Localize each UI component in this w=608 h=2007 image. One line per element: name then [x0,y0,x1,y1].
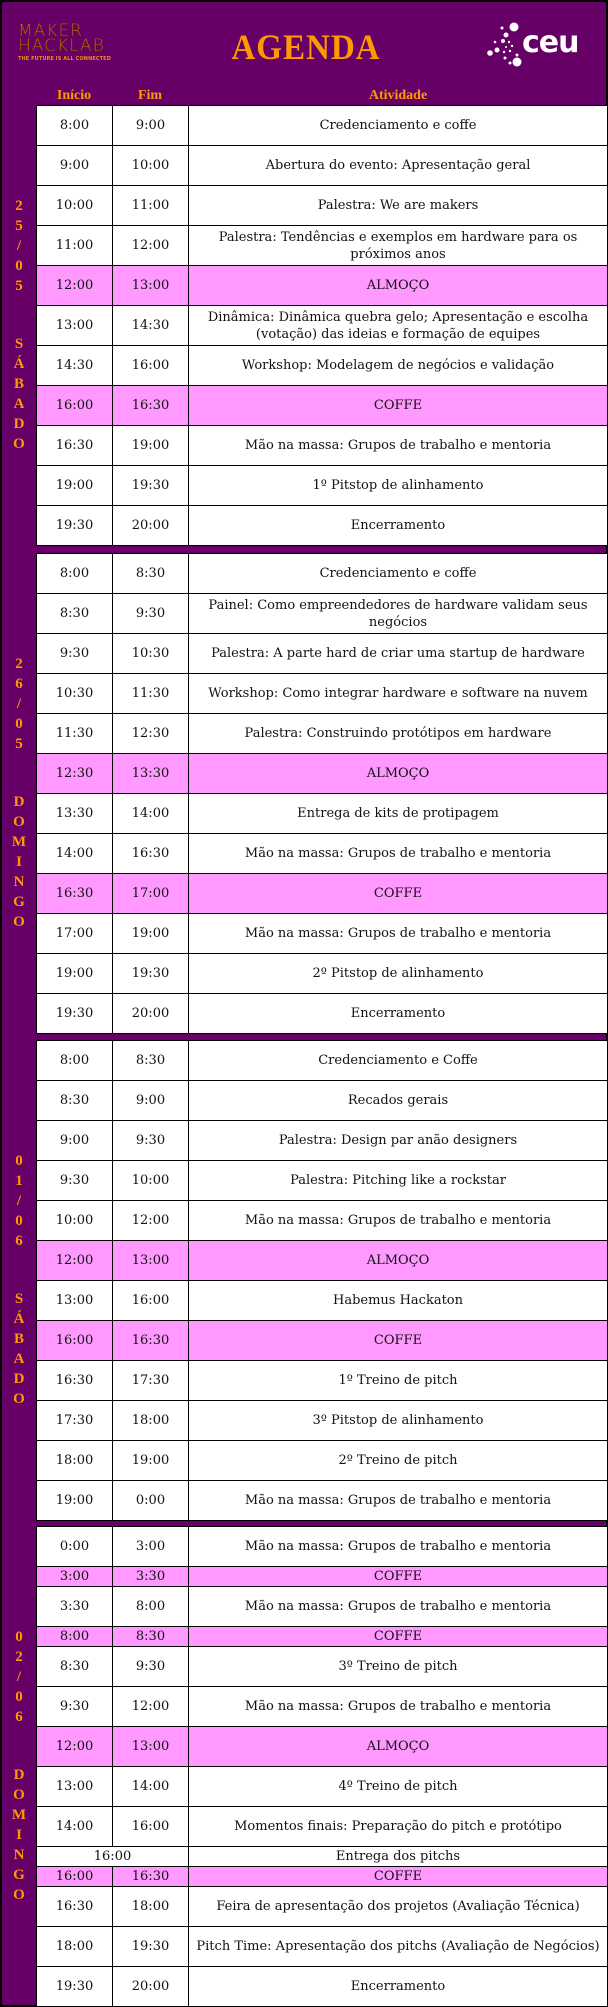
time-cell: 16:00 [37,1847,189,1867]
day-weekday [13,334,25,454]
activity-cell: COFFE [189,874,608,914]
weekday-char: G [13,1867,25,1883]
date-char: 5 [15,278,23,294]
activity-cell: Palestra: Pitching like a rockstar [189,1161,608,1201]
weekday-char: B [13,376,24,392]
activity-cell: 3º Pitstop de alinhamento [189,1401,608,1441]
weekday-char: O [13,1787,25,1803]
table-row [37,1041,608,1081]
table-row [37,714,608,754]
start-time-cell: 3:30 [37,1587,113,1627]
activity-cell: Abertura do evento: Apresentação geral [189,146,608,186]
date-char: 0 [15,1689,23,1705]
end-time-cell: 9:30 [113,594,189,634]
end-time-cell: 17:00 [113,874,189,914]
end-time-cell: 9:00 [113,106,189,146]
start-time-cell: 16:30 [37,426,113,466]
start-time-cell: 13:00 [37,1281,113,1321]
date-char: 2 [15,198,23,214]
start-time-cell: 16:30 [37,1887,113,1927]
date-char: 0 [15,716,23,732]
day-weekday [12,1765,26,1905]
start-time-cell: 10:00 [37,186,113,226]
activity-cell: COFFE [189,1627,608,1647]
end-time-cell: 19:00 [113,1441,189,1481]
weekday-char: O [13,1887,25,1903]
break-row [37,1727,608,1767]
activity-cell: COFFE [189,1321,608,1361]
end-time-cell: 14:30 [113,306,189,346]
activity-cell: 1º Treino de pitch [189,1361,608,1401]
activity-cell: Encerramento [189,506,608,546]
start-time-cell: 8:30 [37,594,113,634]
column-headers [36,88,608,106]
table-row [37,1647,608,1687]
date-char: 0 [15,1213,23,1229]
activity-cell: Pitch Time: Apresentação dos pitchs (Avaliação de Negócios) [189,1927,608,1967]
end-time-cell: 13:30 [113,754,189,794]
day-label [2,105,36,545]
end-time-cell: 16:30 [113,834,189,874]
table-row [37,1481,608,1521]
activity-cell: Entrega dos pitchs [189,1847,608,1867]
activity-cell: COFFE [189,1867,608,1887]
start-time-cell: 12:00 [37,1241,113,1281]
start-time-cell: 18:00 [37,1927,113,1967]
activity-cell: COFFE [189,1567,608,1587]
table-row [37,1587,608,1627]
date-char: 1 [15,1173,23,1189]
start-time-cell: 16:30 [37,874,113,914]
weekday-char: A [13,1351,25,1367]
start-time-cell: 11:00 [37,226,113,266]
break-row [37,1567,608,1587]
table-row [37,634,608,674]
end-time-cell: 10:00 [113,146,189,186]
start-time-cell: 8:00 [37,1627,113,1647]
start-time-cell: 16:00 [37,1867,113,1887]
activity-cell: Dinâmica: Dinâmica quebra gelo; Apresentação e escolha (votação) das ideias e formação de equipes [189,306,608,346]
table-row [37,1081,608,1121]
activity-cell: 4º Treino de pitch [189,1767,608,1807]
activity-cell: Credenciamento e Coffe [189,1041,608,1081]
weekday-char: D [13,1767,25,1783]
start-time-cell: 12:00 [37,1727,113,1767]
start-time-cell: 19:00 [37,954,113,994]
start-time-cell: 9:00 [37,146,113,186]
column-header-start: Início [56,88,92,103]
start-time-cell: 13:00 [37,1767,113,1807]
date-char: 0 [15,258,23,274]
end-time-cell: 8:30 [113,554,189,594]
table-row [37,1927,608,1967]
end-time-cell: 0:00 [113,1481,189,1521]
table-row [37,1527,608,1567]
date-char: 6 [15,1233,23,1249]
activity-cell: ALMOÇO [189,1727,608,1767]
table-row [37,1121,608,1161]
break-row [37,1627,608,1647]
weekday-char: D [13,416,25,432]
activity-cell: Credenciamento e coffe [189,554,608,594]
activity-cell: Mão na massa: Grupos de trabalho e mentoria [189,1481,608,1521]
end-time-cell: 16:00 [113,1281,189,1321]
start-time-cell: 13:30 [37,794,113,834]
start-time-cell: 11:30 [37,714,113,754]
table-row [37,506,608,546]
end-time-cell: 19:00 [113,914,189,954]
start-time-cell: 0:00 [37,1527,113,1567]
table-row [37,1201,608,1241]
end-time-cell: 11:30 [113,674,189,714]
activity-cell: Mão na massa: Grupos de trabalho e mentoria [189,834,608,874]
activity-cell: Palestra: Construindo protótipos em hardware [189,714,608,754]
end-time-cell: 14:00 [113,794,189,834]
start-time-cell: 14:30 [37,346,113,386]
end-time-cell: 12:00 [113,1687,189,1727]
weekday-char: B [13,1331,24,1347]
start-time-cell: 9:30 [37,634,113,674]
day-date [15,654,23,754]
end-time-cell: 16:30 [113,1867,189,1887]
end-time-cell: 13:00 [113,1241,189,1281]
start-time-cell: 16:30 [37,1361,113,1401]
end-time-cell: 14:00 [113,1767,189,1807]
table-row [37,1161,608,1201]
end-time-cell: 20:00 [113,506,189,546]
activity-cell: ALMOÇO [189,1241,608,1281]
end-time-cell: 8:30 [113,1627,189,1647]
activity-cell: Painel: Como empreendedores de hardware validam seus negócios [189,594,608,634]
date-char: 6 [15,1709,23,1725]
start-time-cell: 18:00 [37,1441,113,1481]
table-row [37,1687,608,1727]
weekday-char: D [13,794,25,810]
break-row [37,1241,608,1281]
weekday-char: O [13,914,25,930]
activity-cell: 3º Treino de pitch [189,1647,608,1687]
table-row [37,1887,608,1927]
start-time-cell: 14:00 [37,1807,113,1847]
date-char: 2 [15,1649,23,1665]
table-row [37,466,608,506]
weekday-char: O [13,436,25,452]
table-row [37,1847,608,1867]
table-row [37,1807,608,1847]
day-label [2,1040,36,1520]
date-char: 5 [15,736,23,752]
weekday-char: M [11,1807,27,1823]
activity-cell: Feira de apresentação dos projetos (Avaliação Técnica) [189,1887,608,1927]
end-time-cell: 13:00 [113,1727,189,1767]
end-time-cell: 9:30 [113,1121,189,1161]
activity-cell: Mão na massa: Grupos de trabalho e mentoria [189,1527,608,1567]
weekday-char: O [13,1391,25,1407]
end-time-cell: 16:30 [113,386,189,426]
schedule-table [36,1040,608,1521]
dots-burst-icon [486,22,526,68]
table-row [37,1441,608,1481]
schedule-table [36,1526,608,2007]
table-row [37,594,608,634]
logo-line-2: HACKLAB [18,36,105,56]
activity-cell: ALMOÇO [189,266,608,306]
table-row [37,1401,608,1441]
start-time-cell: 8:00 [37,106,113,146]
break-row [37,874,608,914]
table-row [37,1361,608,1401]
date-char: 0 [15,1153,23,1169]
table-row [37,1967,608,2007]
table-row [37,346,608,386]
activity-cell: Entrega de kits de protipagem [189,794,608,834]
activity-cell: 2º Treino de pitch [189,1441,608,1481]
weekday-char: S [14,336,24,352]
day-date [15,1151,23,1251]
start-time-cell: 8:30 [37,1647,113,1687]
end-time-cell: 19:30 [113,1927,189,1967]
weekday-char: N [13,874,25,890]
schedule-table [36,105,608,546]
start-time-cell: 14:00 [37,834,113,874]
weekday-char: D [13,1371,25,1387]
schedule-table [36,553,608,1034]
start-time-cell: 19:30 [37,1967,113,2007]
break-row [37,386,608,426]
end-time-cell: 18:00 [113,1401,189,1441]
end-time-cell: 13:00 [113,266,189,306]
activity-cell: Recados gerais [189,1081,608,1121]
activity-cell: Momentos finais: Preparação do pitch e protótipo [189,1807,608,1847]
date-char: 0 [15,1629,23,1645]
end-time-cell: 12:00 [113,1201,189,1241]
end-time-cell: 20:00 [113,1967,189,2007]
start-time-cell: 13:00 [37,306,113,346]
table-row [37,914,608,954]
day-label [2,553,36,1033]
start-time-cell: 9:30 [37,1161,113,1201]
table-row [37,146,608,186]
table-row [37,554,608,594]
activity-cell: 1º Pitstop de alinhamento [189,466,608,506]
start-time-cell: 8:00 [37,1041,113,1081]
start-time-cell: 10:30 [37,674,113,714]
table-row [37,994,608,1034]
activity-cell: Workshop: Modelagem de negócios e validação [189,346,608,386]
start-time-cell: 12:00 [37,266,113,306]
start-time-cell: 9:00 [37,1121,113,1161]
date-char: 6 [15,676,23,692]
activity-cell: Workshop: Como integrar hardware e software na nuvem [189,674,608,714]
logo-line-1: MAKER [18,21,83,41]
date-char: / [16,696,22,712]
table-row [37,954,608,994]
end-time-cell: 16:30 [113,1321,189,1361]
weekday-char: I [16,1827,22,1843]
weekday-char: M [11,834,27,850]
activity-cell: Habemus Hackaton [189,1281,608,1321]
activity-cell: Palestra: A parte hard de criar uma startup de hardware [189,634,608,674]
end-time-cell: 19:30 [113,466,189,506]
activity-cell: Mão na massa: Grupos de trabalho e mentoria [189,1687,608,1727]
date-char: / [16,1669,22,1685]
activity-cell: COFFE [189,386,608,426]
day-block [2,1526,608,2006]
ceu-wordmark: ceu [522,25,579,60]
end-time-cell: 11:00 [113,186,189,226]
break-row [37,754,608,794]
table-row [37,426,608,466]
start-time-cell: 17:30 [37,1401,113,1441]
table-row [37,186,608,226]
day-block [2,105,608,545]
day-label [2,1526,36,2006]
end-time-cell: 8:00 [113,1587,189,1627]
end-time-cell: 19:00 [113,426,189,466]
table-row [37,106,608,146]
activity-cell: Credenciamento e coffe [189,106,608,146]
day-block [2,553,608,1033]
activity-cell: Palestra: We are makers [189,186,608,226]
table-row [37,226,608,266]
start-time-cell: 10:00 [37,1201,113,1241]
weekday-char: G [13,894,25,910]
end-time-cell: 8:30 [113,1041,189,1081]
start-time-cell: 19:30 [37,506,113,546]
table-row [37,794,608,834]
activity-cell: Encerramento [189,994,608,1034]
activity-cell: Encerramento [189,1967,608,2007]
activity-cell: Mão na massa: Grupos de trabalho e mentoria [189,1201,608,1241]
end-time-cell: 10:30 [113,634,189,674]
activity-cell: 2º Pitstop de alinhamento [189,954,608,994]
date-char: / [16,1193,22,1209]
start-time-cell: 3:00 [37,1567,113,1587]
day-weekday [12,792,26,932]
end-time-cell: 12:00 [113,226,189,266]
logo-tagline: THE FUTURE IS ALL CONNECTED [18,56,111,62]
break-row [37,1867,608,1887]
start-time-cell: 19:30 [37,994,113,1034]
start-time-cell: 16:00 [37,1321,113,1361]
weekday-char: S [14,1291,24,1307]
start-time-cell: 12:30 [37,754,113,794]
start-time-cell: 19:00 [37,466,113,506]
weekday-char: Á [13,1311,25,1327]
break-row [37,1321,608,1361]
end-time-cell: 9:30 [113,1647,189,1687]
date-char: 2 [15,656,23,672]
weekday-char: Á [13,356,25,372]
break-row [37,266,608,306]
start-time-cell: 16:00 [37,386,113,426]
activity-cell: Mão na massa: Grupos de trabalho e mentoria [189,914,608,954]
end-time-cell: 20:00 [113,994,189,1034]
column-header-end: Fim [137,88,163,103]
start-time-cell: 8:00 [37,554,113,594]
end-time-cell: 10:00 [113,1161,189,1201]
day-weekday [13,1289,25,1409]
ceu-logo [486,22,586,68]
day-date [15,196,23,296]
table-row [37,306,608,346]
activity-cell: Palestra: Tendências e exemplos em hardware para os próximos anos [189,226,608,266]
date-char: / [16,238,22,254]
activity-cell: Mão na massa: Grupos de trabalho e mentoria [189,426,608,466]
activity-cell: ALMOÇO [189,754,608,794]
weekday-char: N [13,1847,25,1863]
weekday-char: I [16,854,22,870]
end-time-cell: 16:00 [113,1807,189,1847]
start-time-cell: 17:00 [37,914,113,954]
column-header-activity: Atividade [368,88,428,103]
table-row [37,834,608,874]
table-row [37,1767,608,1807]
activity-cell: Palestra: Design par anão designers [189,1121,608,1161]
table-row [37,674,608,714]
day-date [15,1627,23,1727]
activity-cell: Mão na massa: Grupos de trabalho e mentoria [189,1587,608,1627]
end-time-cell: 3:00 [113,1527,189,1567]
page-title: AGENDA [231,27,381,67]
day-block [2,1040,608,1520]
start-time-cell: 19:00 [37,1481,113,1521]
end-time-cell: 16:00 [113,346,189,386]
table-row [37,1281,608,1321]
end-time-cell: 12:30 [113,714,189,754]
end-time-cell: 9:00 [113,1081,189,1121]
end-time-cell: 19:30 [113,954,189,994]
weekday-char: O [13,814,25,830]
start-time-cell: 8:30 [37,1081,113,1121]
date-char: 5 [15,218,23,234]
end-time-cell: 3:30 [113,1567,189,1587]
end-time-cell: 17:30 [113,1361,189,1401]
start-time-cell: 9:30 [37,1687,113,1727]
weekday-char: A [13,396,25,412]
end-time-cell: 18:00 [113,1887,189,1927]
